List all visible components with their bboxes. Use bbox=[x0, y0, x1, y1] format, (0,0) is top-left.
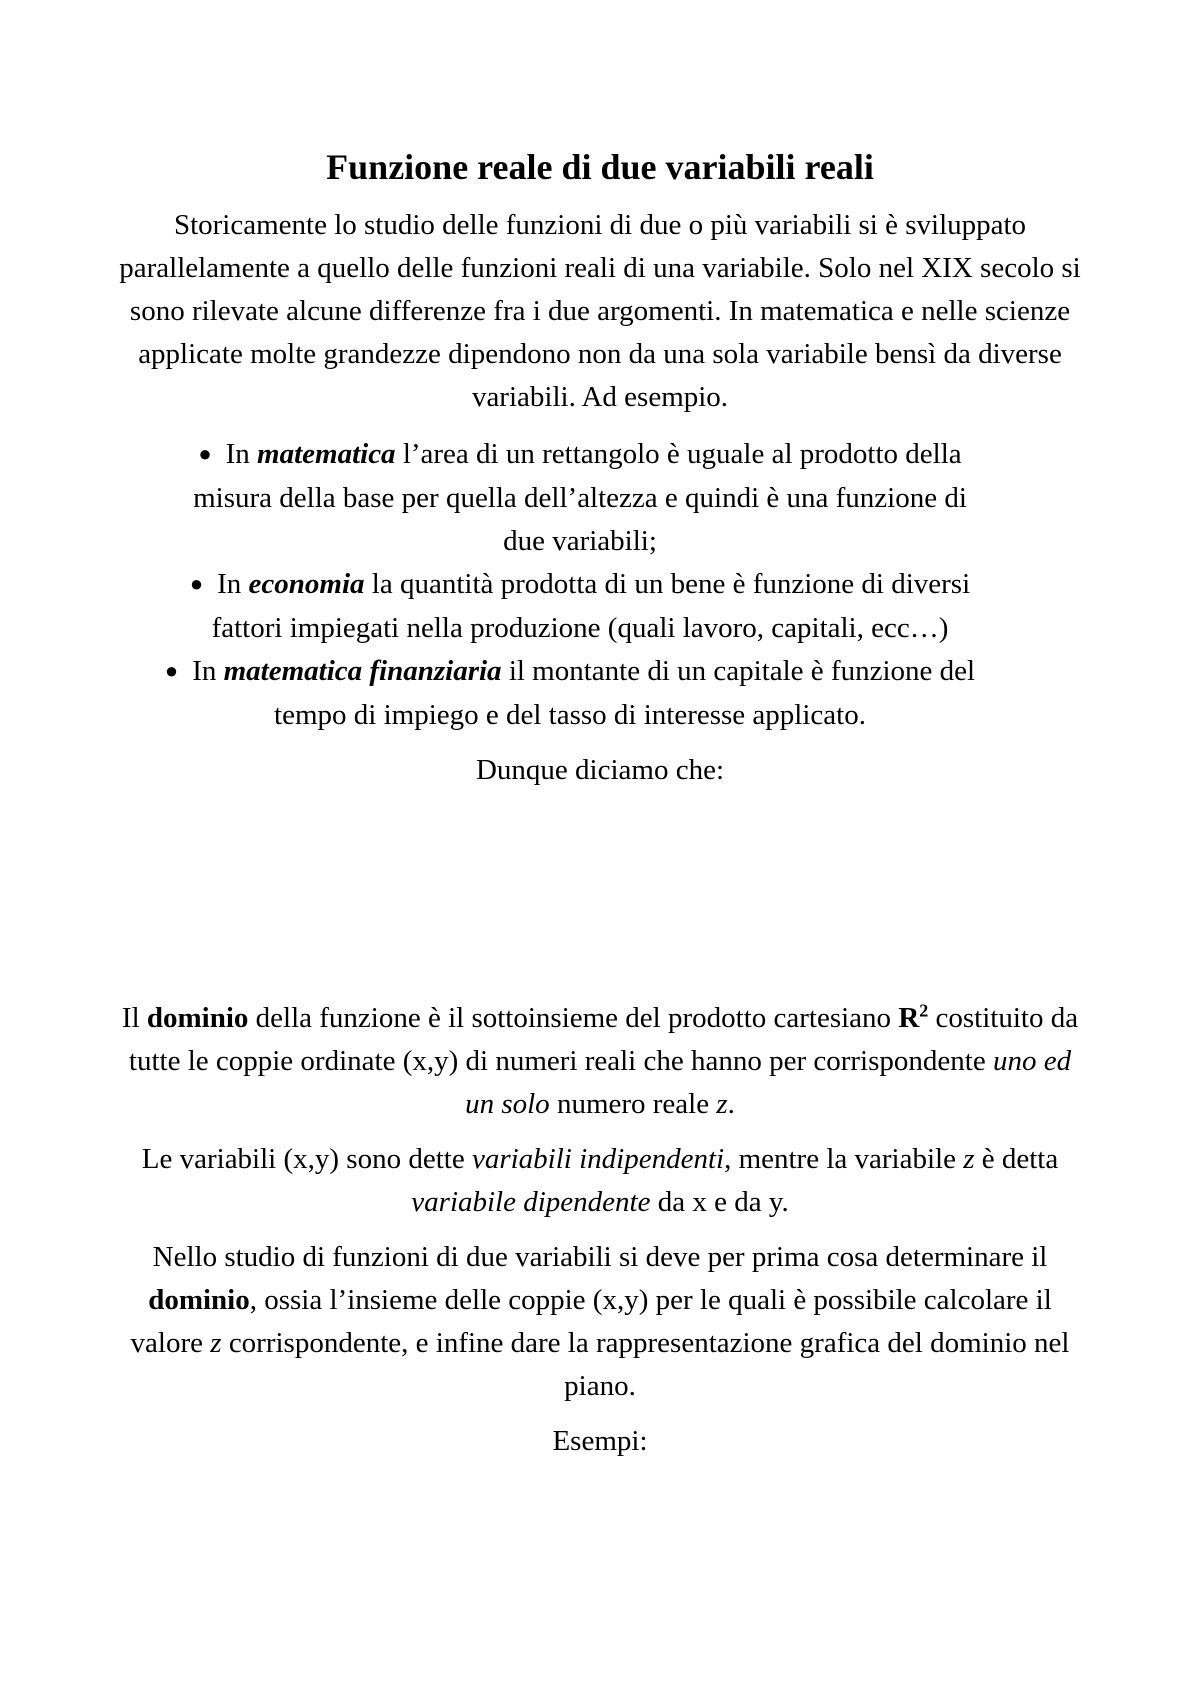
text-run: da x e da y. bbox=[650, 1186, 789, 1218]
list-item-prefix: In bbox=[192, 655, 224, 687]
list-item bbox=[115, 650, 1085, 737]
list-item-term: matematica bbox=[257, 438, 396, 470]
text-run: , mentre la variabile bbox=[724, 1143, 964, 1175]
examples-list bbox=[115, 433, 1085, 737]
text-run: numero reale bbox=[549, 1088, 717, 1120]
text-run: costituito da tutte le coppie ordinate (x,y) di numeri reali che hanno per corrispondente bbox=[128, 1002, 1079, 1077]
bullet-icon: ● bbox=[189, 571, 204, 596]
emphasis: uno ed un solo bbox=[465, 1045, 1072, 1120]
term-dominio: dominio bbox=[146, 1002, 249, 1034]
variables-paragraph bbox=[115, 1138, 1085, 1224]
list-item-text: la quantità prodotta di un bene è funzione di diversi fattori impiegati nella produzione (quali lavoro, capitali, ecc…) bbox=[211, 568, 971, 644]
conclusion-line: Dunque diciamo che: bbox=[475, 754, 725, 786]
study-paragraph bbox=[115, 1236, 1085, 1408]
intro-paragraph: Storicamente lo studio delle funzioni di due o più variabili si è sviluppato parallelamente a quello delle funzioni reali di una variabile. Solo nel XIX secolo si sono rilevate alcune differenze fra i due argomenti. In matematica e nelle scienze applicate molte grandezze dipendono non da una sola variabile bensì da diverse variabili. Ad esempio. bbox=[119, 209, 1081, 413]
examples-heading: Esempi: bbox=[552, 1425, 648, 1457]
text-run: , ossia l’insieme delle coppie (x,y) per le quali è possibile calcolare il valore bbox=[130, 1284, 1052, 1359]
list-item-term: economia bbox=[248, 568, 365, 600]
domain-paragraph bbox=[115, 997, 1085, 1126]
text-run: Le variabili (x,y) sono dette bbox=[141, 1143, 472, 1175]
term-dominio: dominio bbox=[148, 1284, 250, 1316]
list-item bbox=[115, 433, 1085, 563]
emphasis: variabili indipendenti bbox=[471, 1143, 725, 1175]
list-item-text: il montante di un capitale è funzione del tempo di impiego e del tasso di interesse applicato. bbox=[274, 655, 976, 731]
bullet-icon: ● bbox=[198, 441, 212, 466]
text-run: . bbox=[727, 1088, 735, 1120]
exponent: 2 bbox=[919, 1000, 929, 1021]
list-item bbox=[115, 563, 1085, 650]
emphasis: variabile dipendente bbox=[411, 1186, 651, 1218]
text-run: Nello studio di funzioni di due variabili si deve per prima cosa determinare il bbox=[152, 1241, 1048, 1273]
variable-z: z bbox=[716, 1088, 728, 1120]
variable-z: z bbox=[210, 1327, 222, 1359]
page-title: Funzione reale di due variabili reali bbox=[326, 147, 874, 187]
list-item-text: l’area di un rettangolo è uguale al prodotto della misura della base per quella dell’altezza e quindi è una funzione di due variabili; bbox=[193, 438, 967, 557]
text-run: corrispondente, e infine dare la rappresentazione grafica del dominio nel piano. bbox=[221, 1327, 1070, 1402]
list-item-term: matematica finanziaria bbox=[223, 655, 502, 687]
variable-z: z bbox=[963, 1143, 975, 1175]
symbol-r: R bbox=[898, 1002, 920, 1034]
text-run: Il bbox=[121, 1002, 147, 1034]
list-item-prefix: In bbox=[225, 438, 258, 470]
bullet-icon: ● bbox=[164, 658, 179, 683]
list-item-prefix: In bbox=[217, 568, 249, 600]
text-run: della funzione è il sottoinsieme del prodotto cartesiano bbox=[248, 1002, 899, 1034]
text-run: è detta bbox=[974, 1143, 1059, 1175]
